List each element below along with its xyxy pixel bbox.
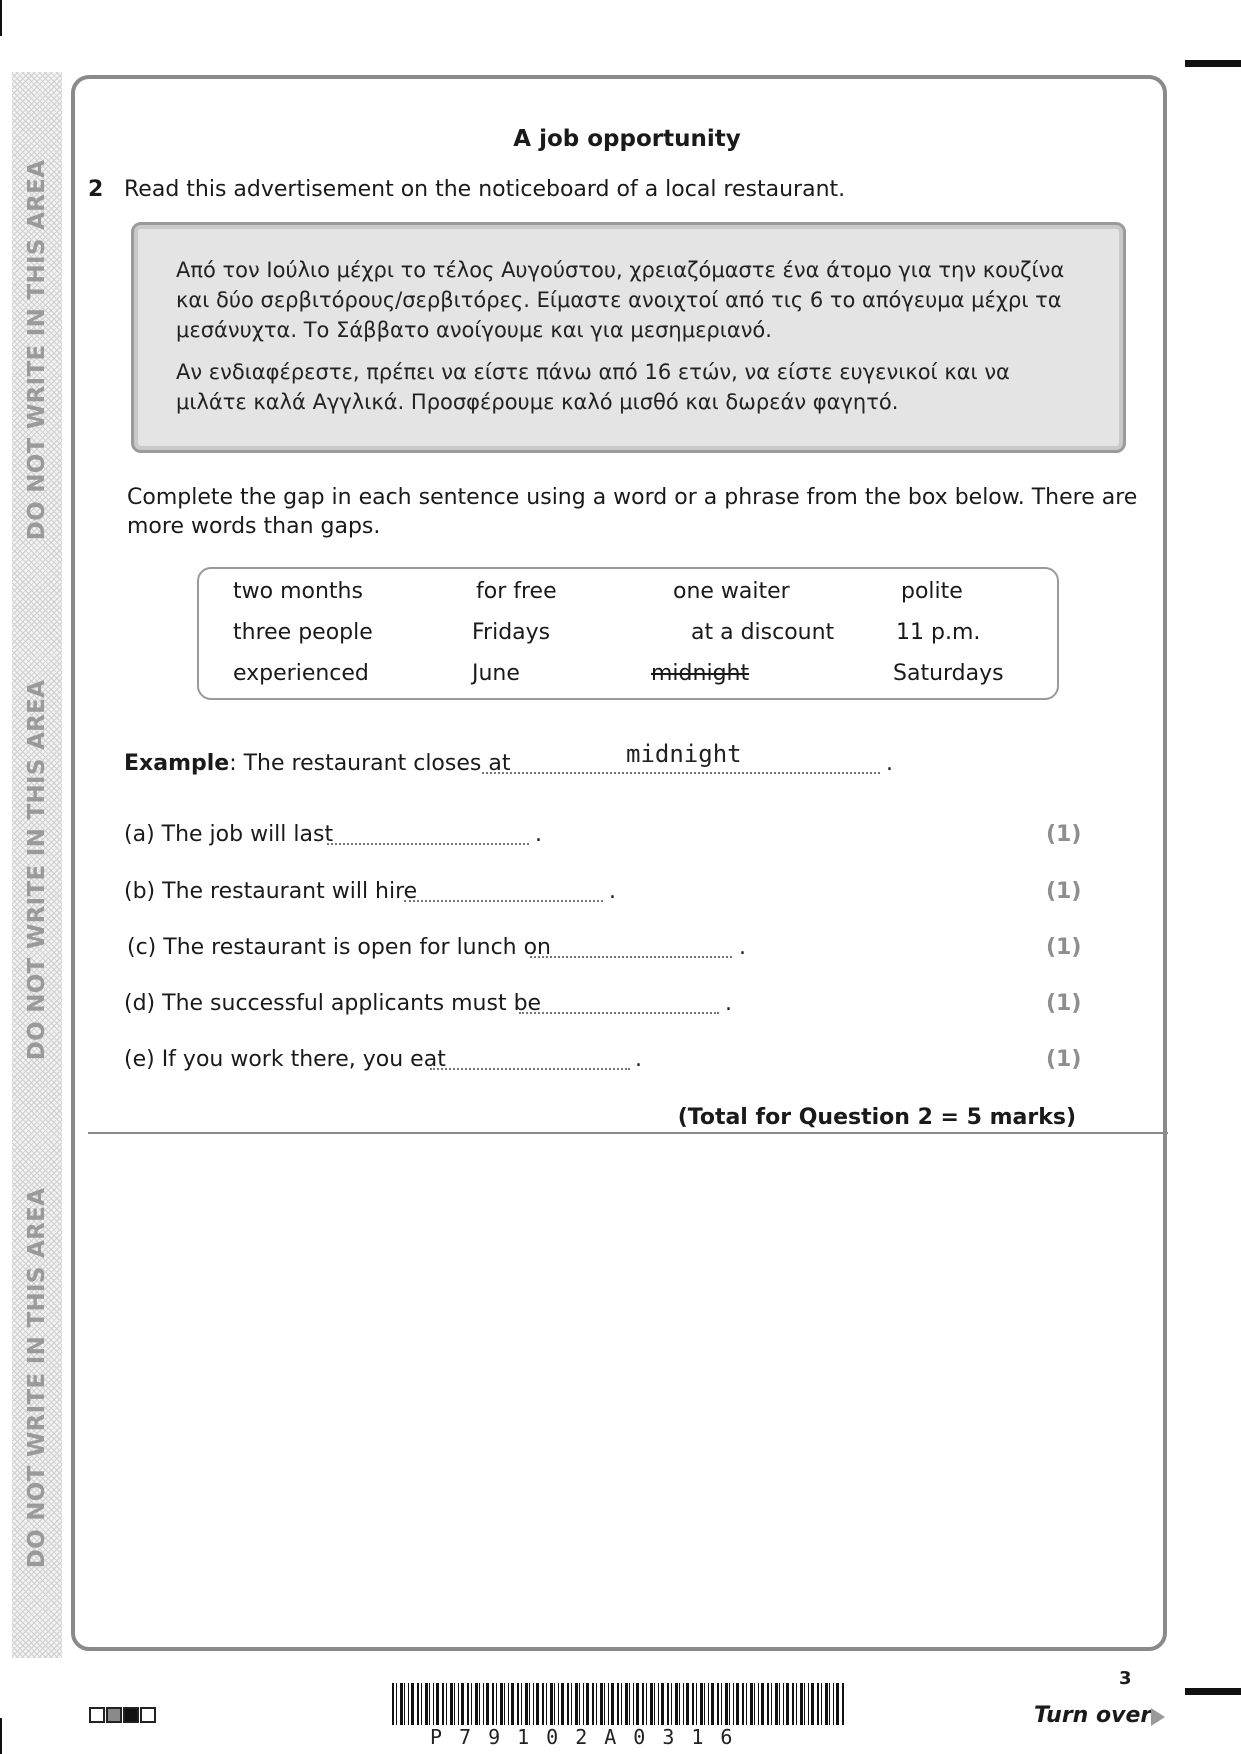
edge-mark-bottom xyxy=(1185,1688,1241,1695)
word-option: 11 p.m. xyxy=(896,620,981,645)
item-a-text: (a) The job will last xyxy=(124,822,334,847)
question-number: 2 xyxy=(88,177,104,202)
barcode xyxy=(392,1683,846,1725)
word-option: for free xyxy=(476,579,557,604)
item-e-text: (e) If you work there, you eat xyxy=(124,1047,446,1072)
item-d-text: (d) The successful applicants must be xyxy=(124,991,542,1016)
item-e-mark: (1) xyxy=(1046,1047,1082,1072)
barcode-number: P79102A0316 xyxy=(430,1725,750,1749)
example-label: Example xyxy=(124,751,230,776)
word-option: experienced xyxy=(233,661,369,686)
crop-mark-top-left xyxy=(0,0,2,36)
advertisement-box xyxy=(131,222,1126,453)
marker-square xyxy=(106,1707,122,1723)
word-option: three people xyxy=(233,620,373,645)
item-b-mark: (1) xyxy=(1046,879,1082,904)
item-b-text: (b) The restaurant will hire xyxy=(124,879,418,904)
question-text: Read this advertisement on the noticeboard of a local restaurant. xyxy=(124,177,846,202)
item-a-answer-line[interactable] xyxy=(327,843,529,845)
turn-over-label: Turn over xyxy=(1034,1703,1152,1728)
item-e-period: . xyxy=(635,1047,642,1072)
example-handwritten-answer: midnight xyxy=(626,740,742,768)
item-c-mark: (1) xyxy=(1046,935,1082,960)
word-option: June xyxy=(472,661,520,686)
page-number: 3 xyxy=(1119,1668,1132,1689)
advertisement-paragraph: Αν ενδιαφέρεστε, πρέπει να είστε πάνω από 16 ετών, να είστε ευγενικοί και να μιλάτε καλά Αγγλικά. Προσφέρουμε καλό μισθό και δωρεάν φαγητό. xyxy=(176,360,1010,414)
crop-mark-bottom-left xyxy=(0,1718,2,1754)
example-text: : The restaurant closes at xyxy=(229,751,511,776)
item-d-period: . xyxy=(725,991,732,1016)
word-option: Fridays xyxy=(472,620,551,645)
instructions: Complete the gap in each sentence using a word or a phrase from the box below. There are more words than gaps. xyxy=(127,485,1138,539)
item-c-text: (c) The restaurant is open for lunch on xyxy=(127,935,552,960)
advertisement-paragraph: Από τον Ιούλιο μέχρι το τέλος Αυγούστου, χρειαζόμαστε ένα άτομο για την κουζίνα και δύο σερβιτόρους/σερβιτόρες. Είμαστε ανοιχτοί από τις 6 το απόγευμα μέχρι τα μεσάνυχτα. Το Σάββατο ανοίγουμε και για μεσημεριανό. xyxy=(176,258,1065,342)
turn-over-arrow-icon xyxy=(1151,1708,1165,1726)
item-b-period: . xyxy=(609,879,616,904)
word-option-crossed-out: midnight xyxy=(651,661,750,686)
example-answer-line xyxy=(482,772,880,774)
marker-square xyxy=(123,1707,139,1723)
word-option: two months xyxy=(233,579,363,604)
item-d-mark: (1) xyxy=(1046,991,1082,1016)
item-a-mark: (1) xyxy=(1046,822,1082,847)
edge-mark-top xyxy=(1185,60,1241,67)
example-period: . xyxy=(886,751,893,776)
word-option: one waiter xyxy=(673,579,790,604)
word-box xyxy=(197,567,1059,700)
item-e-answer-line[interactable] xyxy=(430,1068,630,1070)
example-sentence xyxy=(124,751,510,776)
section-title: A job opportunity xyxy=(513,126,741,152)
page-marker-squares xyxy=(89,1707,157,1723)
item-c-period: . xyxy=(739,935,746,960)
marker-square xyxy=(89,1707,105,1723)
question-total: (Total for Question 2 = 5 marks) xyxy=(677,1105,1076,1130)
item-b-answer-line[interactable] xyxy=(404,900,603,902)
word-option: polite xyxy=(901,579,963,604)
item-a-period: . xyxy=(535,822,542,847)
question-end-rule xyxy=(88,1132,1168,1134)
word-option: at a discount xyxy=(691,620,835,645)
item-d-answer-line[interactable] xyxy=(519,1012,719,1014)
word-option: Saturdays xyxy=(893,661,1004,686)
marker-square xyxy=(140,1707,156,1723)
item-c-answer-line[interactable] xyxy=(530,956,732,958)
